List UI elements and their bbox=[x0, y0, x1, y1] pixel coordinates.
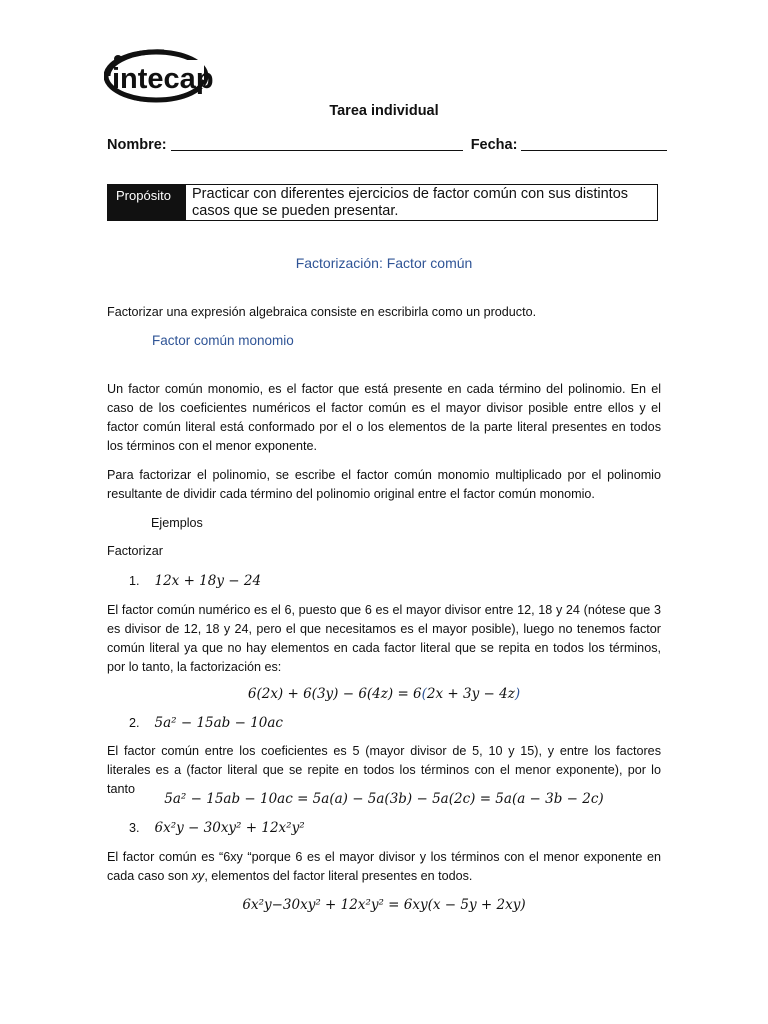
example-3-expression: 6x²y − 30xy² + 12x²y² bbox=[154, 820, 305, 836]
document-title: Tarea individual bbox=[329, 103, 439, 119]
example-1-solution-mid: 2x + 3y − 4z bbox=[426, 686, 515, 702]
fecha-field-line[interactable] bbox=[521, 136, 667, 151]
example-1-explanation: El factor común numérico es el 6, puesto que 6 es el mayor divisor entre 12, 18 y 24 (nótese que 3 es divisor de 12, 18 y 24, pero el que necesitamos es el mayor posible), luego no tenemos factor común literal ya que no hay elementos en cada factor literal que se repita en todos los términos, por lo tanto, la factorización es: bbox=[107, 603, 661, 674]
example-2-explanation: El factor común entre los coeficientes es 5 (mayor divisor de 5, 10 y 15), y entre los factores literales es a (factor literal que se repite en todos los términos con el menor exponente), por lo tanto bbox=[107, 744, 661, 796]
example-3-explanation-em: xy bbox=[191, 869, 205, 883]
example-3-solution: 6x²y−30xy² + 12x²y² = 6xy(x − 5y + 2xy) bbox=[242, 897, 526, 913]
example-2-solution: 5a² − 15ab − 10ac = 5a(a) − 5a(3b) − 5a(2c) = 5a(a − 3b − 2c) bbox=[164, 791, 604, 807]
method-paragraph: Para factorizar el polinomio, se escribe el factor común monomio multiplicado por el polinomio resultante de dividir cada término del polinomio original entre el factor común monomio. bbox=[107, 468, 661, 501]
example-3-explanation-start: El factor común es “6xy “porque 6 es el mayor divisor y los términos con el menor exponente en cada caso son bbox=[107, 850, 661, 883]
example-3-number: 3. bbox=[129, 821, 140, 835]
example-2-expression: 5a² − 15ab − 10ac bbox=[154, 715, 283, 731]
example-1-expression: 12x + 18y − 24 bbox=[154, 573, 262, 589]
example-1-solution-left: 6(2x) + 6(3y) − 6(4z) = 6 bbox=[247, 686, 422, 702]
example-1-solution-paren: ( bbox=[421, 686, 427, 702]
logo-text: intecap bbox=[112, 63, 214, 95]
example-3-item bbox=[129, 820, 305, 836]
example-1-solution-end: ) bbox=[514, 686, 521, 702]
purpose-box bbox=[107, 184, 658, 221]
name-date-row bbox=[107, 136, 667, 153]
purpose-label: Propósito bbox=[108, 185, 186, 220]
intro-paragraph: Factorizar una expresión algebraica consiste en escribirla como un producto. bbox=[107, 305, 537, 319]
main-heading: Factorización: Factor común bbox=[295, 255, 473, 271]
example-1-item bbox=[129, 573, 261, 589]
intecap-logo bbox=[104, 46, 214, 104]
purpose-text: Practicar con diferentes ejercicios de factor común con sus distintos casos que se pueden presentar. bbox=[192, 186, 629, 219]
definition-paragraph: Un factor común monomio, es el factor que está presente en cada término del polinomio. En el caso de los coeficientes numéricos el factor común es el mayor divisor posible entre ellos y el factor común literal está conformado por el o los elementos de la parte literal presentes en todos los términos con el menor exponente. bbox=[107, 382, 661, 453]
example-1-number: 1. bbox=[129, 574, 140, 588]
example-3-explanation bbox=[107, 848, 661, 886]
example-1-solution bbox=[0, 686, 768, 702]
example-3-explanation-end: , elementos del factor literal presentes en todos. bbox=[204, 869, 473, 883]
examples-label: Ejemplos bbox=[151, 516, 203, 530]
factorizar-label: Factorizar bbox=[107, 544, 163, 558]
example-2-number: 2. bbox=[129, 716, 140, 730]
nombre-label: Nombre: bbox=[107, 137, 167, 153]
example-2-item bbox=[129, 715, 283, 731]
sub-heading: Factor común monomio bbox=[152, 333, 294, 348]
fecha-label: Fecha: bbox=[470, 137, 518, 153]
nombre-field-line[interactable] bbox=[171, 136, 463, 151]
